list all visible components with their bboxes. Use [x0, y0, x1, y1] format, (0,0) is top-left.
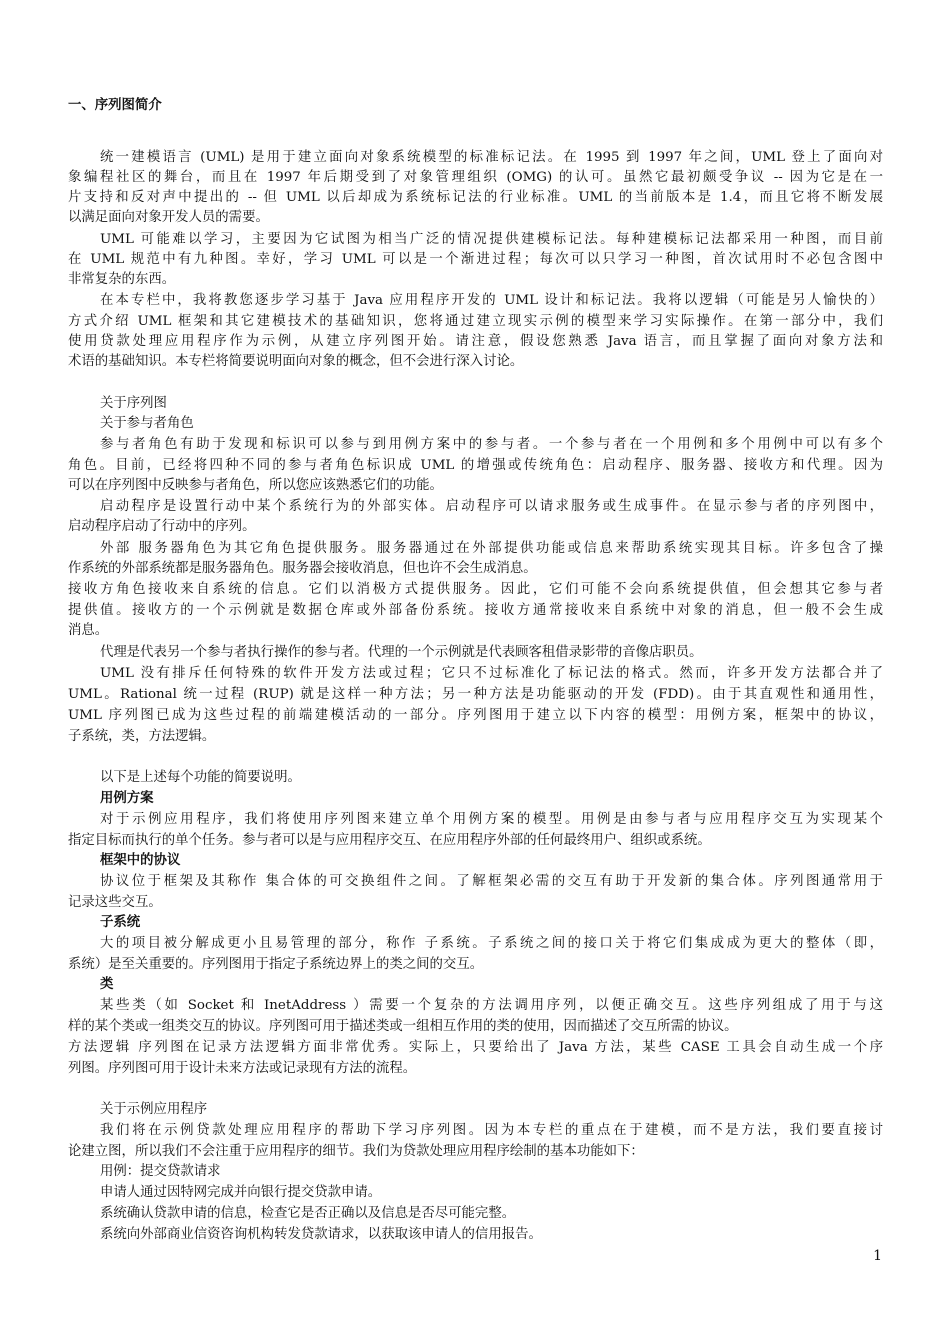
use-case-step: 申请人通过因特网完成并向银行提交贷款申请。: [100, 1185, 382, 1200]
heading-framework: 框架中的协议: [100, 853, 181, 868]
paragraph-line: 样的某个类或一组类交互的协议。序列图可用于描述类或一组相互作用的类的使用，因而描述了交互所需的协议。: [68, 1019, 738, 1034]
paragraph-line: 代理是代表另一个参与者执行操作的参与者。代理的一个示例就是代表顾客租借录影带的音像店职员。: [100, 645, 703, 660]
heading-class: 类: [100, 977, 114, 992]
paragraph-line: 象编程社区的舞台，而且在 1997 年后期受到了对象管理组织 (OMG) 的认可。虽然它最初颇受争议 -- 因为它是在一: [68, 170, 883, 185]
paragraph-line: 术语的基础知识。本专栏将简要说明面向对象的概念，但不会进行深入讨论。: [68, 354, 524, 369]
paragraph-line: 作系统的外部系统都是服务器角色。服务器会接收消息，但也许不会生成消息。: [68, 561, 537, 576]
paragraph-line: 方式介绍 UML 框架和其它建模技术的基础知识，您将通过建立现实示例的模型来学习实际操作。在第一部分中，我们: [68, 314, 883, 329]
use-case-step: 系统确认贷款申请的信息，检查它是否正确以及信息是否尽可能完整。: [100, 1206, 516, 1221]
heading-use-case: 用例方案: [100, 791, 154, 806]
paragraph-line: 系统）是至关重要的。序列图用于指定子系统边界上的类之间的交互。: [68, 957, 484, 972]
paragraph-line: 我们将在示例贷款处理应用程序的帮助下学习序列图。因为本专栏的重点在于建模，而不是方法，我们要直接讨: [100, 1123, 883, 1138]
paragraph-line: 以满足面向对象开发人员的需要。: [68, 210, 269, 225]
heading-subsystem: 子系统: [100, 915, 141, 930]
paragraph-line: 记录这些交互。: [68, 895, 162, 910]
paragraph-line: 子系统，类，方法逻辑。: [68, 729, 216, 744]
use-case-step: 系统向外部商业信资咨询机构转发贷款请求，以获取该申请人的信用报告。: [100, 1227, 542, 1242]
intro-following: 以下是上述每个功能的简要说明。: [100, 770, 301, 785]
paragraph-line: UML 可能难以学习，主要因为它试图为相当广泛的情况提供建模标记法。每种建模标记法都采用一种图，而目前: [100, 232, 883, 247]
paragraph-line: 在本专栏中，我将教您逐步学习基于 Java 应用程序开发的 UML 设计和标记法。我将以逻辑（可能是另人愉快的）: [100, 293, 883, 308]
paragraph-line: UML。Rational 统一过程 (RUP) 就是这样一种方法；另一种方法是功能驱动的开发 (FDD)。由于其直观性和通用性，: [68, 687, 883, 702]
paragraph-line: UML 没有排斥任何特殊的软件开发方法或过程；它只不过标准化了标记法的格式。然而，许多开发方法都合并了: [100, 666, 883, 681]
paragraph-line: 启动程序是设置行动中某个系统行为的外部实体。启动程序可以请求服务或生成事件。在显示参与者的序列图中，: [100, 499, 883, 514]
paragraph-line: 列图。序列图可用于设计未来方法或记录现有方法的流程。: [68, 1061, 417, 1076]
paragraph-line: 对于示例应用程序，我们将使用序列图来建立单个用例方案的模型。用例是由参与者与应用程序交互为实现某个: [100, 812, 883, 827]
paragraph-line: 大的项目被分解成更小且易管理的部分，称作 子系统。子系统之间的接口关于将它们集成成为更大的整体（即，: [100, 936, 883, 951]
paragraph-line: 统一建模语言 (UML) 是用于建立面向对象系统模型的标准标记法。在 1995 到 1997 年之间，UML 登上了面向对: [100, 150, 883, 165]
paragraph-line: 片支持和反对声中提出的 -- 但 UML 以后却成为系统标记法的行业标准。UML 的当前版本是 1.4，而且它将不断发展: [68, 190, 883, 205]
paragraph-line: 方法逻辑 序列图在记录方法逻辑方面非常优秀。实际上，只要给出了 Java 方法，某些 CASE 工具会自动生成一个序: [68, 1040, 883, 1055]
paragraph-line: 外部 服务器角色为其它角色提供服务。服务器通过在外部提供功能或信息来帮助系统实现其目标。许多包含了操: [100, 541, 883, 556]
heading-about-seq: 关于序列图: [100, 396, 167, 411]
section-title: 一、序列图简介: [68, 98, 162, 113]
paragraph-line: 协议位于框架及其称作 集合体的可交换组件之间。了解框架必需的交互有助于开发新的集合体。序列图通常用于: [100, 874, 883, 889]
paragraph-line: 某些类（如 Socket 和 InetAddress ）需要一个复杂的方法调用序列，以便正确交互。这些序列组成了用于与这: [100, 998, 883, 1013]
paragraph-line: UML 序列图已成为这些过程的前端建模活动的一部分。序列图用于建立以下内容的模型：用例方案，框架中的协议，: [68, 708, 883, 723]
use-case-step: 用例：提交贷款请求: [100, 1164, 221, 1179]
heading-about-actor: 关于参与者角色: [100, 416, 194, 431]
page-number: 1: [873, 1248, 882, 1264]
heading-about-example: 关于示例应用程序: [100, 1102, 208, 1117]
paragraph-line: 启动程序启动了行动中的序列。: [68, 519, 256, 534]
paragraph-line: 接收方角色接收来自系统的信息。它们以消极方式提供服务。因此，它们可能不会向系统提供值，但会想其它参与者: [68, 582, 883, 597]
paragraph-line: 使用贷款处理应用程序作为示例，从建立序列图开始。请注意，假设您熟悉 Java 语言，而且掌握了面向对象方法和: [68, 334, 883, 349]
paragraph-line: 论建立图，所以我们不会注重于应用程序的细节。我们为贷款处理应用程序绘制的基本功能如下：: [68, 1144, 644, 1159]
paragraph-line: 非常复杂的东西。: [68, 272, 176, 287]
paragraph-line: 角色。目前，已经将四种不同的参与者角色标识成 UML 的增强或传统角色：启动程序、服务器、接收方和代理。因为: [68, 458, 883, 473]
paragraph-line: 可以在序列图中反映参与者角色，所以您应该熟悉它们的功能。: [68, 478, 443, 493]
paragraph-line: 指定目标而执行的单个任务。参与者可以是与应用程序交互、在应用程序外部的任何最终用户、组织或系统。: [68, 833, 711, 848]
paragraph-line: 提供值。接收方的一个示例就是数据仓库或外部备份系统。接收方通常接收来自系统中对象的消息，但一般不会生成: [68, 603, 883, 618]
paragraph-line: 参与者角色有助于发现和标识可以参与到用例方案中的参与者。一个参与者在一个用例和多个用例中可以有多个: [100, 437, 883, 452]
paragraph-line: 在 UML 规范中有九种图。幸好，学习 UML 可以是一个渐进过程；每次可以只学习一种图，首次试用时不必包含图中: [68, 252, 883, 267]
paragraph-line: 消息。: [68, 623, 109, 638]
